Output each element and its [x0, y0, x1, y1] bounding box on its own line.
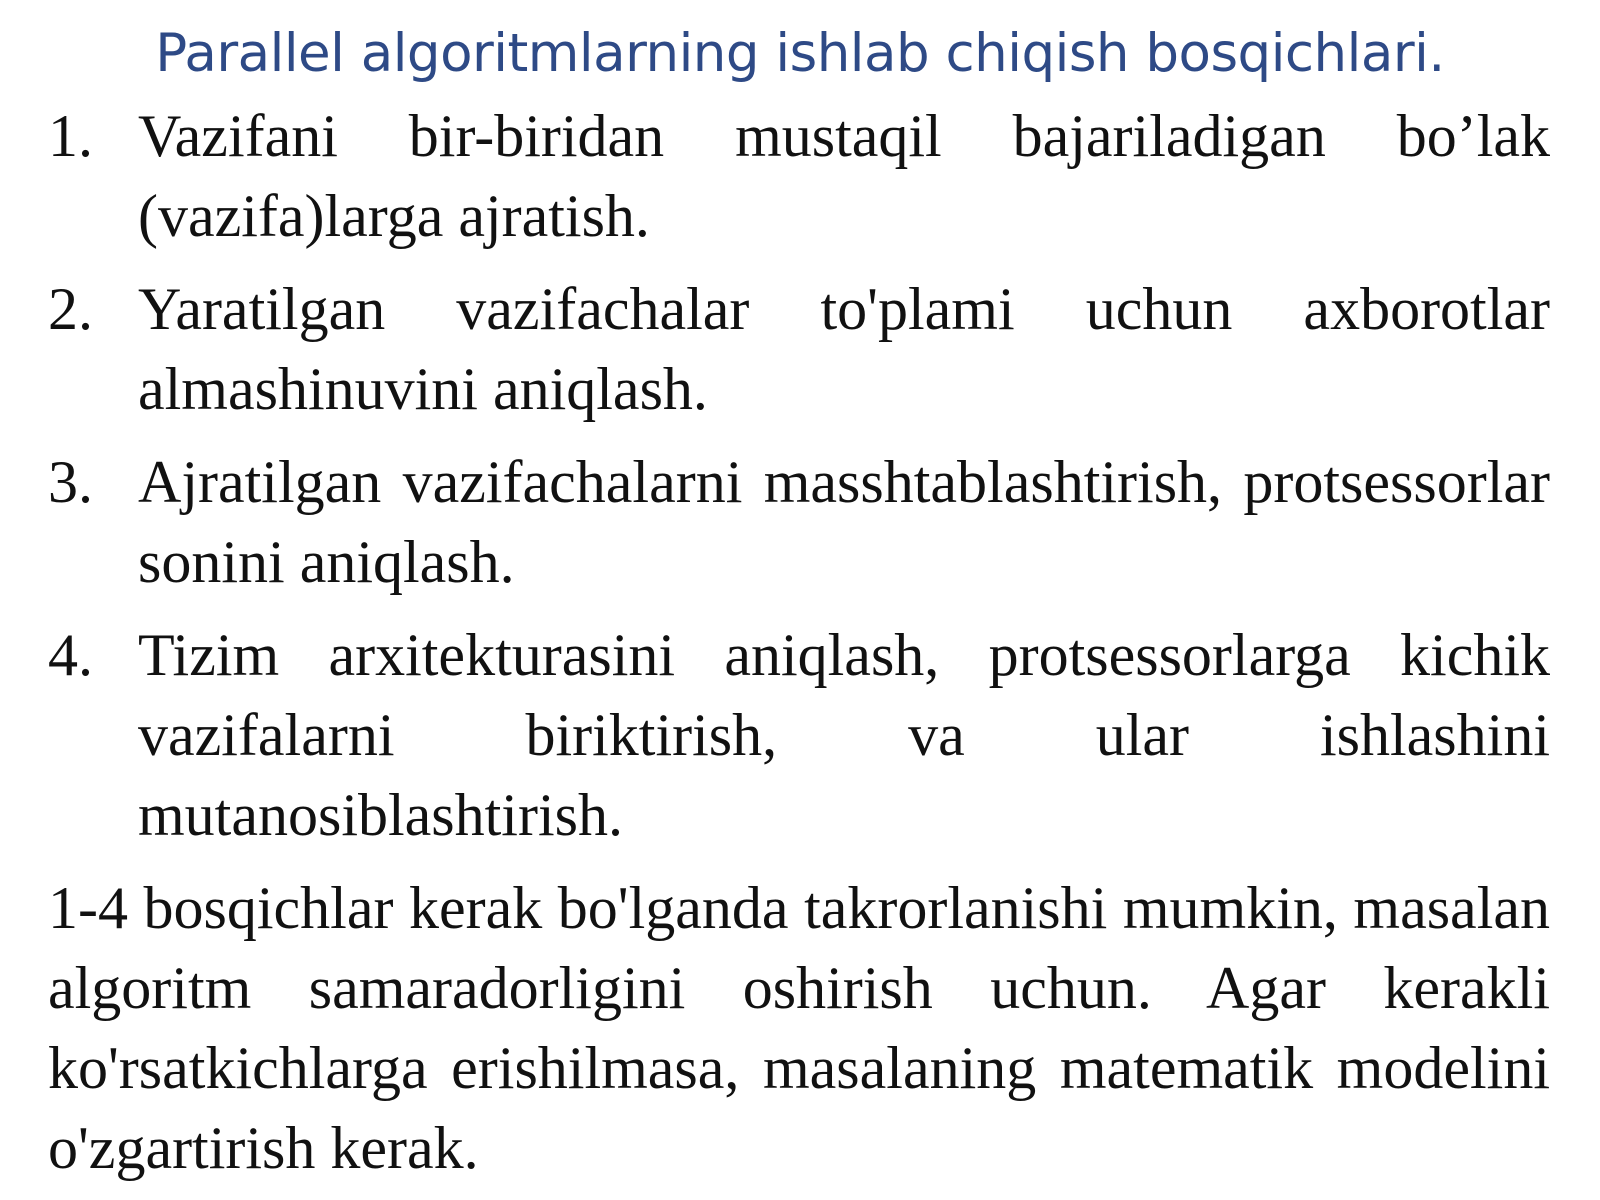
- step-number: 3.: [48, 449, 93, 515]
- slide-title: Parallel algoritmlarning ishlab chiqish bosqichlari.: [155, 23, 1445, 84]
- step-text: Ajratilgan vazifachalarni masshtablashtirish, protsessorlar sonini aniqlash.: [138, 449, 1550, 595]
- step-number: 4.: [48, 622, 93, 688]
- step-item: [48, 269, 1550, 429]
- step-text: Yaratilgan vazifachalar to'plami uchun axborotlar almashinuvini aniqlash.: [138, 276, 1550, 422]
- note-paragraph: 1-4 bosqichlar kerak bo'lganda takrorlanishi mumkin, masalan algoritm samaradorligini oshirish uchun. Agar kerakli ko'rsatkichlarga erishilmasa, masalaning matematik modelini o'zgartirish kerak.: [48, 875, 1550, 1181]
- step-text: Tizim arxitekturasini aniqlash, protsessorlarga kichik vazifalarni biriktirish, va ular ishlashini mutanosiblashtirish.: [138, 622, 1550, 848]
- step-item: [48, 96, 1550, 256]
- step-number: 2.: [48, 276, 93, 342]
- step-text: Vazifani bir-biridan mustaqil bajariladigan bo’lak (vazifa)larga ajratish.: [138, 103, 1550, 249]
- step-item: [48, 442, 1550, 602]
- step-number: 1.: [48, 103, 93, 169]
- slide-content: [48, 96, 1550, 1188]
- step-item: [48, 615, 1550, 855]
- steps-list: [48, 96, 1550, 855]
